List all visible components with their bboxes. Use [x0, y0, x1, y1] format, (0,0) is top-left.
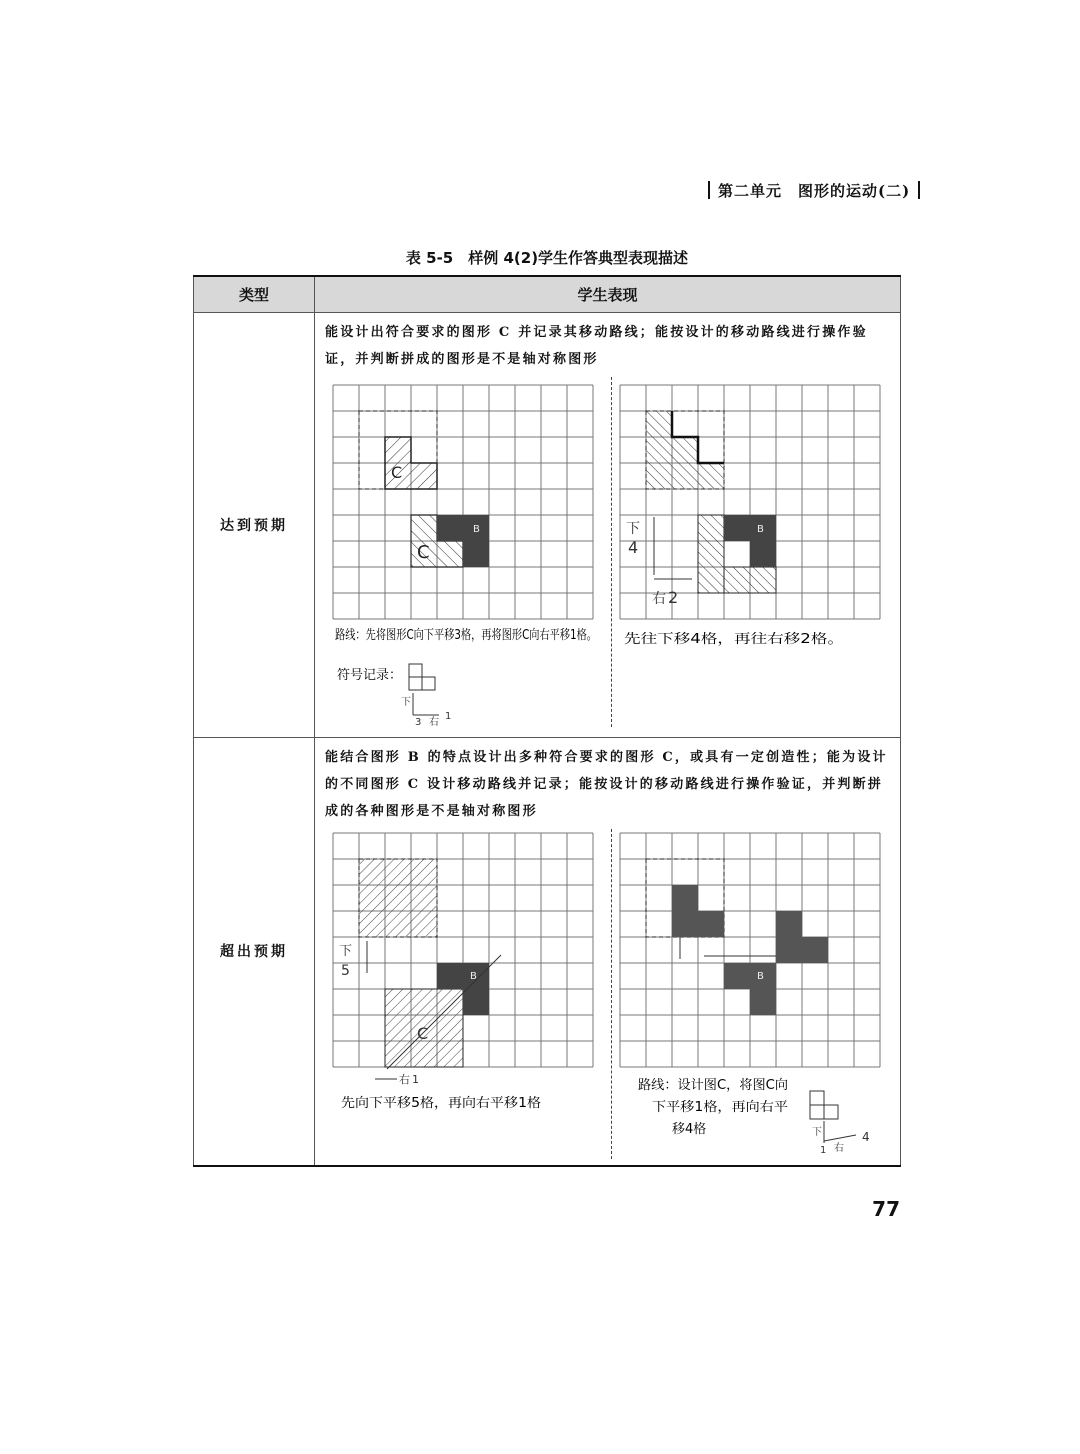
table-row — [194, 312, 901, 737]
student-work-left — [325, 829, 611, 1159]
label-b: B — [470, 970, 477, 982]
page-number: 77 — [872, 1197, 900, 1221]
figure-pair — [325, 377, 890, 727]
row-type: 超出预期 — [194, 737, 315, 1166]
table-row — [194, 737, 901, 1166]
route-note: 路线：先将图形C向下平移3格，再将图形C向右平移1格。 — [335, 627, 669, 643]
grid-lines — [333, 385, 593, 619]
shape-b — [724, 515, 776, 567]
shape-c-upper — [359, 859, 437, 937]
shape-b — [724, 963, 776, 1015]
sym-down-num: 3 — [415, 716, 422, 728]
route-note-line1: 路线：设计图C，将图C向 — [638, 1077, 787, 1093]
shape-c-upper — [672, 885, 724, 937]
arrow-right-num: 2 — [668, 587, 679, 607]
grid-figure — [612, 829, 890, 1159]
header-bar-right — [918, 181, 920, 199]
symbol-note: 符号记录： — [337, 667, 403, 683]
row-content — [315, 737, 901, 1166]
symbol-square — [810, 1091, 824, 1105]
arrow-down-num: 4 — [628, 537, 639, 557]
grid-figure — [325, 377, 669, 728]
student-work-right — [612, 829, 890, 1159]
sym-right: 右 — [834, 1142, 844, 1154]
route-note: 先往下移4格，再往右移2格。 — [624, 631, 797, 647]
label-c-lower: C — [417, 541, 430, 563]
label-b: B — [757, 970, 764, 982]
row-description: 能结合图形 B 的特点设计出多种符合要求的图形 C，或具有一定创造性；能为设计的不同图形 C 设计移动路线并记录；能按设计的移动路线进行操作验证，并判断拼成的各种图形是不是轴对称图形 — [325, 749, 888, 819]
sym-right-num: 1 — [445, 710, 452, 722]
header-type: 类型 — [194, 276, 315, 312]
arrow-right-num: 1 — [412, 1072, 419, 1086]
label-c: C — [417, 1023, 429, 1043]
header-bar-left — [708, 181, 710, 199]
sym-right: 右 — [429, 716, 439, 728]
row-type: 达到预期 — [194, 312, 315, 737]
student-work-left — [325, 377, 669, 728]
header-performance: 学生表现 — [315, 276, 901, 312]
shape-c-moved — [776, 911, 828, 963]
arrow-down-label: 下 — [626, 520, 640, 537]
shape-c-upper — [646, 411, 724, 489]
header-chapter: 图形的运动(二) — [798, 181, 911, 200]
arrow-down-num: 5 — [341, 962, 350, 979]
student-work-right — [612, 377, 890, 727]
label-b: B — [473, 523, 480, 535]
performance-table — [193, 275, 901, 1167]
arrow-right-label: 右 — [652, 590, 666, 607]
arrow-down-label: 下 — [339, 943, 353, 959]
symbol-square — [409, 664, 422, 677]
route-note-line2: 下平移1格，再向右平 — [652, 1099, 778, 1115]
grid-lines — [620, 833, 880, 1067]
route-note: 先向下平移5格，再向右平移1格 — [341, 1095, 527, 1111]
label-b: B — [757, 523, 764, 535]
header-unit: 第二单元 — [718, 181, 783, 200]
sym-down: 下 — [812, 1126, 822, 1138]
grid-figure — [325, 829, 611, 1159]
table-header-row — [194, 276, 901, 312]
label-c-upper: C — [391, 462, 403, 482]
row-description: 能设计出符合要求的图形 C 并记录其移动路线；能按设计的移动路线进行操作验证，并判断拼成的图形是不是轴对称图形 — [325, 324, 868, 367]
sym-right-num: 4 — [862, 1129, 870, 1144]
running-header — [700, 178, 950, 202]
figure-pair — [325, 829, 890, 1159]
grid-figure — [612, 377, 890, 727]
route-note-line3: 移4格 — [672, 1121, 707, 1137]
sym-down: 下 — [401, 696, 411, 708]
table-title: 表 5-5 样例 4(2)学生作答典型表现描述 — [405, 249, 689, 267]
arrow-right-label: 右 — [399, 1072, 410, 1086]
row-content — [315, 312, 901, 737]
sym-down-num: 1 — [820, 1144, 827, 1156]
